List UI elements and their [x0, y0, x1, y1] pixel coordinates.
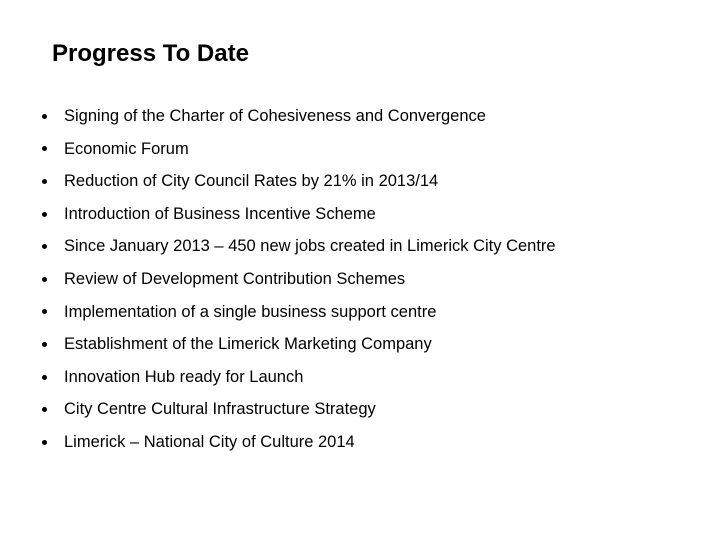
bullet-dot-icon	[42, 375, 47, 380]
bullet-dot-icon	[42, 146, 47, 151]
bullet-dot-icon	[42, 114, 47, 119]
bullet-dot-icon	[42, 277, 47, 282]
bullet-dot-icon	[42, 440, 47, 445]
bullet-text: Review of Development Contribution Schemes	[64, 269, 406, 288]
bullet-text: City Centre Cultural Infrastructure Strategy	[64, 400, 376, 419]
slide-title: Progress To Date	[52, 40, 249, 67]
bullet-text: Since January 2013 – 450 new jobs created in Limerick City Centre	[64, 237, 556, 256]
bullet-text: Establishment of the Limerick Marketing Company	[64, 335, 432, 354]
bullet-text: Innovation Hub ready for Launch	[64, 367, 304, 386]
bullet-dot-icon	[42, 212, 47, 217]
bullet-text: Reduction of City Council Rates by 21% in 2013/14	[64, 172, 439, 191]
bullet-dot-icon	[42, 407, 47, 412]
bullet-text: Limerick – National City of Culture 2014	[64, 432, 355, 451]
bullet-text: Signing of the Charter of Cohesiveness and Convergence	[64, 107, 486, 125]
bullet-dot-icon	[42, 342, 47, 347]
bullet-dot-icon	[42, 179, 47, 184]
bullet-text: Introduction of Business Incentive Scheme	[64, 204, 376, 223]
bullet-dot-icon	[42, 244, 47, 249]
bullet-text: Economic Forum	[64, 139, 189, 158]
bullet-dot-icon	[42, 309, 47, 314]
bullet-text: Implementation of a single business support centre	[64, 302, 437, 321]
